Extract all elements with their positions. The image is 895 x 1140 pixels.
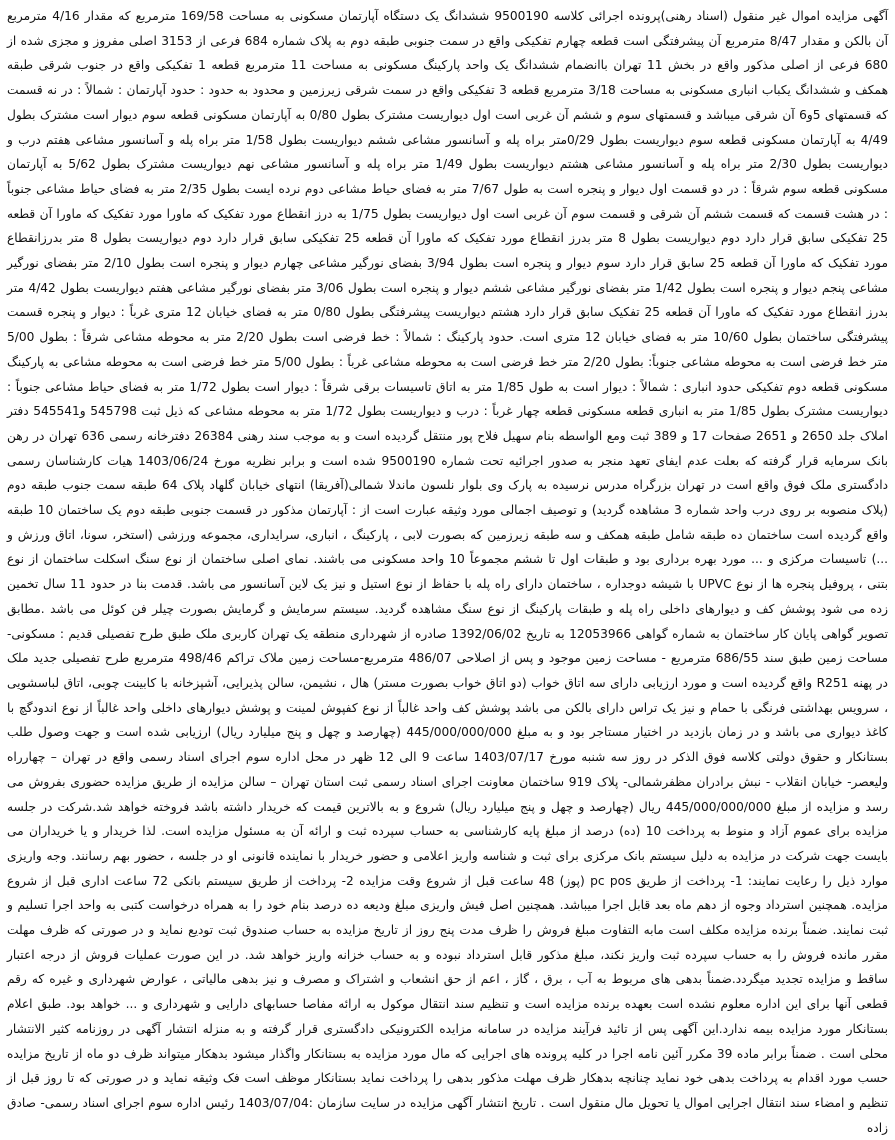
auction-notice-text: آگهی مزایده اموال غیر منقول (اسناد رهنی)پرونده اجرائی کلاسه 9500190 ششدانگ یک دستگاه آپارتمان مسکونی به مساحت 169/58 مترمربع که مقدار 4/16 مترمربع آن بالکن و مقدار 8/47 مترمربع آن پیشرفتگی است قطعه چهارم تفکیکی واقع در سمت جنوبی طبقه دوم به پلاک شماره 684 فرعی از 3153 اصلی مفروز و مجزی شده از 680 فرعی از اصلی مذکور واقع در بخش 11 تهران باانضمام ششدانگ یک واحد پارکینگ مسکونی به مساحت 11 مترمربع قطعه 1 تفکیکی واقع در جنوب شرقی طبقه همکف و ششدانگ یکباب انباری مسکونی به مساحت 3/18 مترمربع قطعه 3 تفکیکی واقع در سمت شرقی زیرزمین و محدود به حدود : حدود آپارتمان : شمالاً : در نه قسمت که قسمتهای 5و6 آن شرقی میباشد و قسمتهای سوم و ششم آن غربی است اول دیواریست مشترک بطول 0/80 به آپارتمان مسکونی قطعه سوم دیوار است مشترک بطول 4/49 به آپارتمان مسکونی قطعه سوم دیواریست بطول 0/29متر براه پله و آسانسور مشاعی ششم دیواریست بطول 1/58 متر براه پله و آسانسور مشاعی هفتم درب و دیواریست بطول 2/30 متر براه پله و آسانسور مشاعی هشتم دیواریست بطول 1/49 متر براه پله و آسانسور مشاعی نهم دیواریست مشترک بطول 5/62 به آپارتمان مسکونی قطعه سوم شرقاً : در دو قسمت اول دیوار و پنجره است به طول 7/67 متر به فضای حیاط مشاعی دوم نرده ایست بطول 2/35 متر به فضای حیاط مشاعی جنوباً : در هشت قسمت که قسمت ششم آن شرقی و قسمت سوم آن غربی است اول دیواریست بطول 1/75 به درز انقطاع مورد تفکیک که ماورا مورد تفکیک که ماورا آن قطعه 25 تفکیکی سابق قرار دارد دوم دیواریست بطول 8 متر بدرز انقطاع مورد تفکیک که ماورا آن قطعه 25 تفکیکی سابق قرار دارد دوم دیواریست بطول 8 متر بدرزانقطاع مورد تفکیک که ماورا آن قطعه 25 سابق قرار دارد سوم دیوار و پنجره است بطول 3/94 بفضای نورگیر مشاعی چهارم دیوار و پنجره است بطول 2/10 متر بفضای نورگیر مشاعی پنجم دیوار و پنجره است بطول 1/42 متر بفضای نورگیر مشاعی ششم دیوار و پنجره است بطول 3/06 متر بفضای نورگیر مشاعی هفتم دیواریست بطول 4/42 متر بدرز انقطاع مورد تفکیک که ماورا آن قطعه 25 تفکیک سابق قرار دارد هشتم دیواریست پیشرفتگی بطول 0/80 متر به فضای خیابان 12 متری غرباً : دیوار و پنجره قسمت پیشرفتگی ساختمان بطول 10/60 متر به فضای خیابان 12 متری است. حدود پارکینگ : شمالاً : خط فرضی است بطول 2/20 متر به محوطه مشاعی شرقاً : بطول 5/00 متر خط فرضی است به محوطه مشاعی جنوباً: بطول 2/20 متر خط فرضی است به محوطه مشاعی غرباً : بطول 5/00 متر خط فرضی است به محوطه مشاعی به پارکینگ مسکونی قطعه دوم تفکیکی حدود انباری : شمالاً : دیوار است به طول 1/85 متر به اتاق تاسیسات برقی شرقاً : دیوار است بطول 1/72 متر به فضای حیاط مشاعی جنوباً : دیواریست مشترک بطول 1/85 متر به انباری قطعه مسکونی قطعه چهار غرباً : درب و دیواریست بطول 1/72 متر به محوطه مشاعی که ذیل ثبت 545798 و545541 دفتر املاک جلد 2650 و 2651 صفحات 17 و 389 ثبت ومع الواسطه بنام سهیل فلاح پور منتقل گردیده است و به موجب سند رهنی 26384 دفترخانه رسمی 636 تهران در رهن بانک سرمایه قرار گرفته که بعلت عدم ایفای تعهد منجر به صدور اجرائیه تحت شماره 9500190 شده است و برابر نظریه مورخ 1403/06/24 هیات کارشناسان رسمی دادگستری ملک فوق واقع است در تهران بزرگراه مدرس نرسیده به پارک وی بلوار نلسون ماندلا شمالی(آفریقا) انتهای خیابان گلهاد پلاک 64 طبقه سمت جنوب طبقه دوم (پلاک منصوبه بر روی درب واحد شماره 3 مشاهده گردید) و توصیف اجمالی مورد وثیقه عبارت است از : آپارتمان مذکور در قسمت جنوبی طبقه دوم یک ساختمان 10 طبقه واقع گردیده است ساختمان ده طبقه شامل طبقه همکف و سه طبقه زیرزمین که بصورت لابی ، پارکینگ ، انباری، سرایداری، مجموعه ورزشی (استخر، سونا، اتاق ورزش و ...) تاسیسات مرکزی و ... مورد بهره برداری بود و طبقات اول تا ششم مجموعاً 10 واحد مسکونی می باشند. نمای اصلی ساختمان از نوع سنگ اسکلت ساختمان از نوع بتنی ، پروفیل پنجره ها از نوع UPVC با شیشه دوجداره ، ساختمان دارای راه پله با حفاظ از نوع استیل و نیز یک لاین آسانسور می باشد. قدمت بنا در حدود 11 سال تخمین زده می شود پوشش کف و دیوارهای داخلی راه پله و طبقات پارکینگ از نوع سنگ مشاهده گردید. سیستم سرمایش و گرمایش بصورت چیلر فن کوئل می باشد .مطابق تصویر گواهی پایان کار ساختمان به شماره گواهی 12053966 به تاریخ 1392/06/02 صادره از شهرداری منطقه یک تهران کاربری ملک طبق طرح تفصیلی قدیم : مسکونی-مساحت زمین طبق سند 686/55 مترمربع - مساحت زمین موجود و پس از اصلاحی 486/07 مترمربع-مساحت زمین ملاک تراکم 498/46 مترمربع طرح تفصیلی جدید ملک در پهنه R251 واقع گردیده است و مورد ارزیابی دارای سه اتاق خواب (دو اتاق خواب بصورت مستر) هال ، نشیمن، سالن پذیرایی، آشپزخانه با کابینت چوبی، اتاق لباسشویی ، سرویس بهداشتی فرنگی با حمام و نیز یک تراس دارای بالکن می باشد پوشش کف واحد غالباً از نوع کفپوش لمینت و پوشش دیوارهای داخلی واحد غالباً از نوع اندودگچ با کاغذ دیواری می باشد و در زمان بازدید در اختیار مستاجر بود و به مبلغ 445/000/000/000 (چهارصد و چهل و پنج میلیارد ریال) ارزیابی شده است و جهت وصول طلب بستانکار و حقوق دولتی کلاسه فوق الذکر در روز سه شنبه مورخ 1403/07/17 ساعت 9 الی 12 ظهر در محل اداره سوم اجرای اسناد رسمی واقع در تهران – چهارراه ولیعصر- خیابان انقلاب - نبش برادران مظفرشمالی- پلاک 919 ساختمان معاونت اجرای اسناد رسمی ثبت استان تهران – سالن مزایده از طریق مزایده حضوری بفروش می رسد و مزایده از مبلغ 445/000/000/000 ریال (چهارصد و چهل و پنج میلیارد ریال) شروع و به بالاترین قیمت که خریدار داشته باشد فروخته خواهد شد.شرکت در جلسه مزایده برای عموم آزاد و منوط به پرداخت 10 (ده) درصد از مبلغ پایه کارشناسی به حساب سپرده ثبت و ارائه آن به مسئول مزایده است. لذا خریدار و یا خریداران می بایست جهت شرکت در مزایده به دلیل سیستم بانک مرکزی برای ثبت و شناسه واریز اعلامی و حضور خریدار با نماینده قانونی او در جلسه ، حضور بهم رسانند. وجه واریزی موارد ذیل را رعایت نمایند: 1- پرداخت از طریق pc pos (پوز) 48 ساعت قبل از شروع وقت مزایده 2- پرداخت از طریق سیستم بانکی 72 ساعت اداری قبل از شروع مزایده. همچنین استرداد وجوه از دهم ماه بعد قابل اجرا میباشد. همچنین اصل فیش واریزی مبلغ ودیعه ده درصد بنام خود را به همراه درخواست کتبی به واحد اجرا تسلیم و ثبت نمایند. ضمناً برنده مزایده مکلف است مابه التفاوت مبلغ فروش را ظرف مدت پنج روز از تاریخ مزایده به حساب صندوق ثبت تودیع نماید و در صورتی که ظرف مهلت مقرر مانده فروش را به حساب سپرده ثبت واریز نکند، مبلغ مذکور قابل استرداد نبوده و به حساب خزانه واریز خواهد شد. در این صورت عملیات فروش از درجه اعتبار ساقط و مزایده تجدید میگردد.ضمناً بدهی های مربوط به آب ، برق ، گاز ، اعم از حق انشعاب و اشتراک و مصرف و نیز بدهی مالیاتی ، عوارض شهرداری و غیره که رقم قطعی آنها برای این اداره معلوم نشده است بعهده برنده مزایده است و تنظیم سند انتقال موکول به ارائه مفاصا حسابهای دارایی و شهرداری و ... خواهد بود. طبق اعلام بستانکار مورد مزایده بیمه ندارد.این آگهی پس از تائید فرآیند مزایده در سامانه مزایده الکترونیکی دادگستری قرار گرفته و به منزله انتشار آگهی در روزنامه کثیر الانتشار محلی است . ضمناً برابر ماده 39 مکرر آئین نامه اجرا در کلیه پرونده های اجرایی که مال مورد مزایده به بستانکار واگذار میشود بدهکار میتواند ظرف دو ماه از تاریخ مزایده حسب مورد اقدام به پرداخت بدهی خود نماید چنانچه بدهکار ظرف مهلت مذکور بدهی را پرداخت نماید بستانکار موظف است فک وثیقه نماید و در صورتی که تا روز قبل از تنظیم و امضاء سند انتقال اجرایی اموال یا تحویل مال منقول است . تاریخ انتشار آگهی مزایده در سایت سازمان :1403/07/04 رئیس اداره سوم اجرای اسناد رسمی- صادق زاده: [7, 9, 889, 1135]
